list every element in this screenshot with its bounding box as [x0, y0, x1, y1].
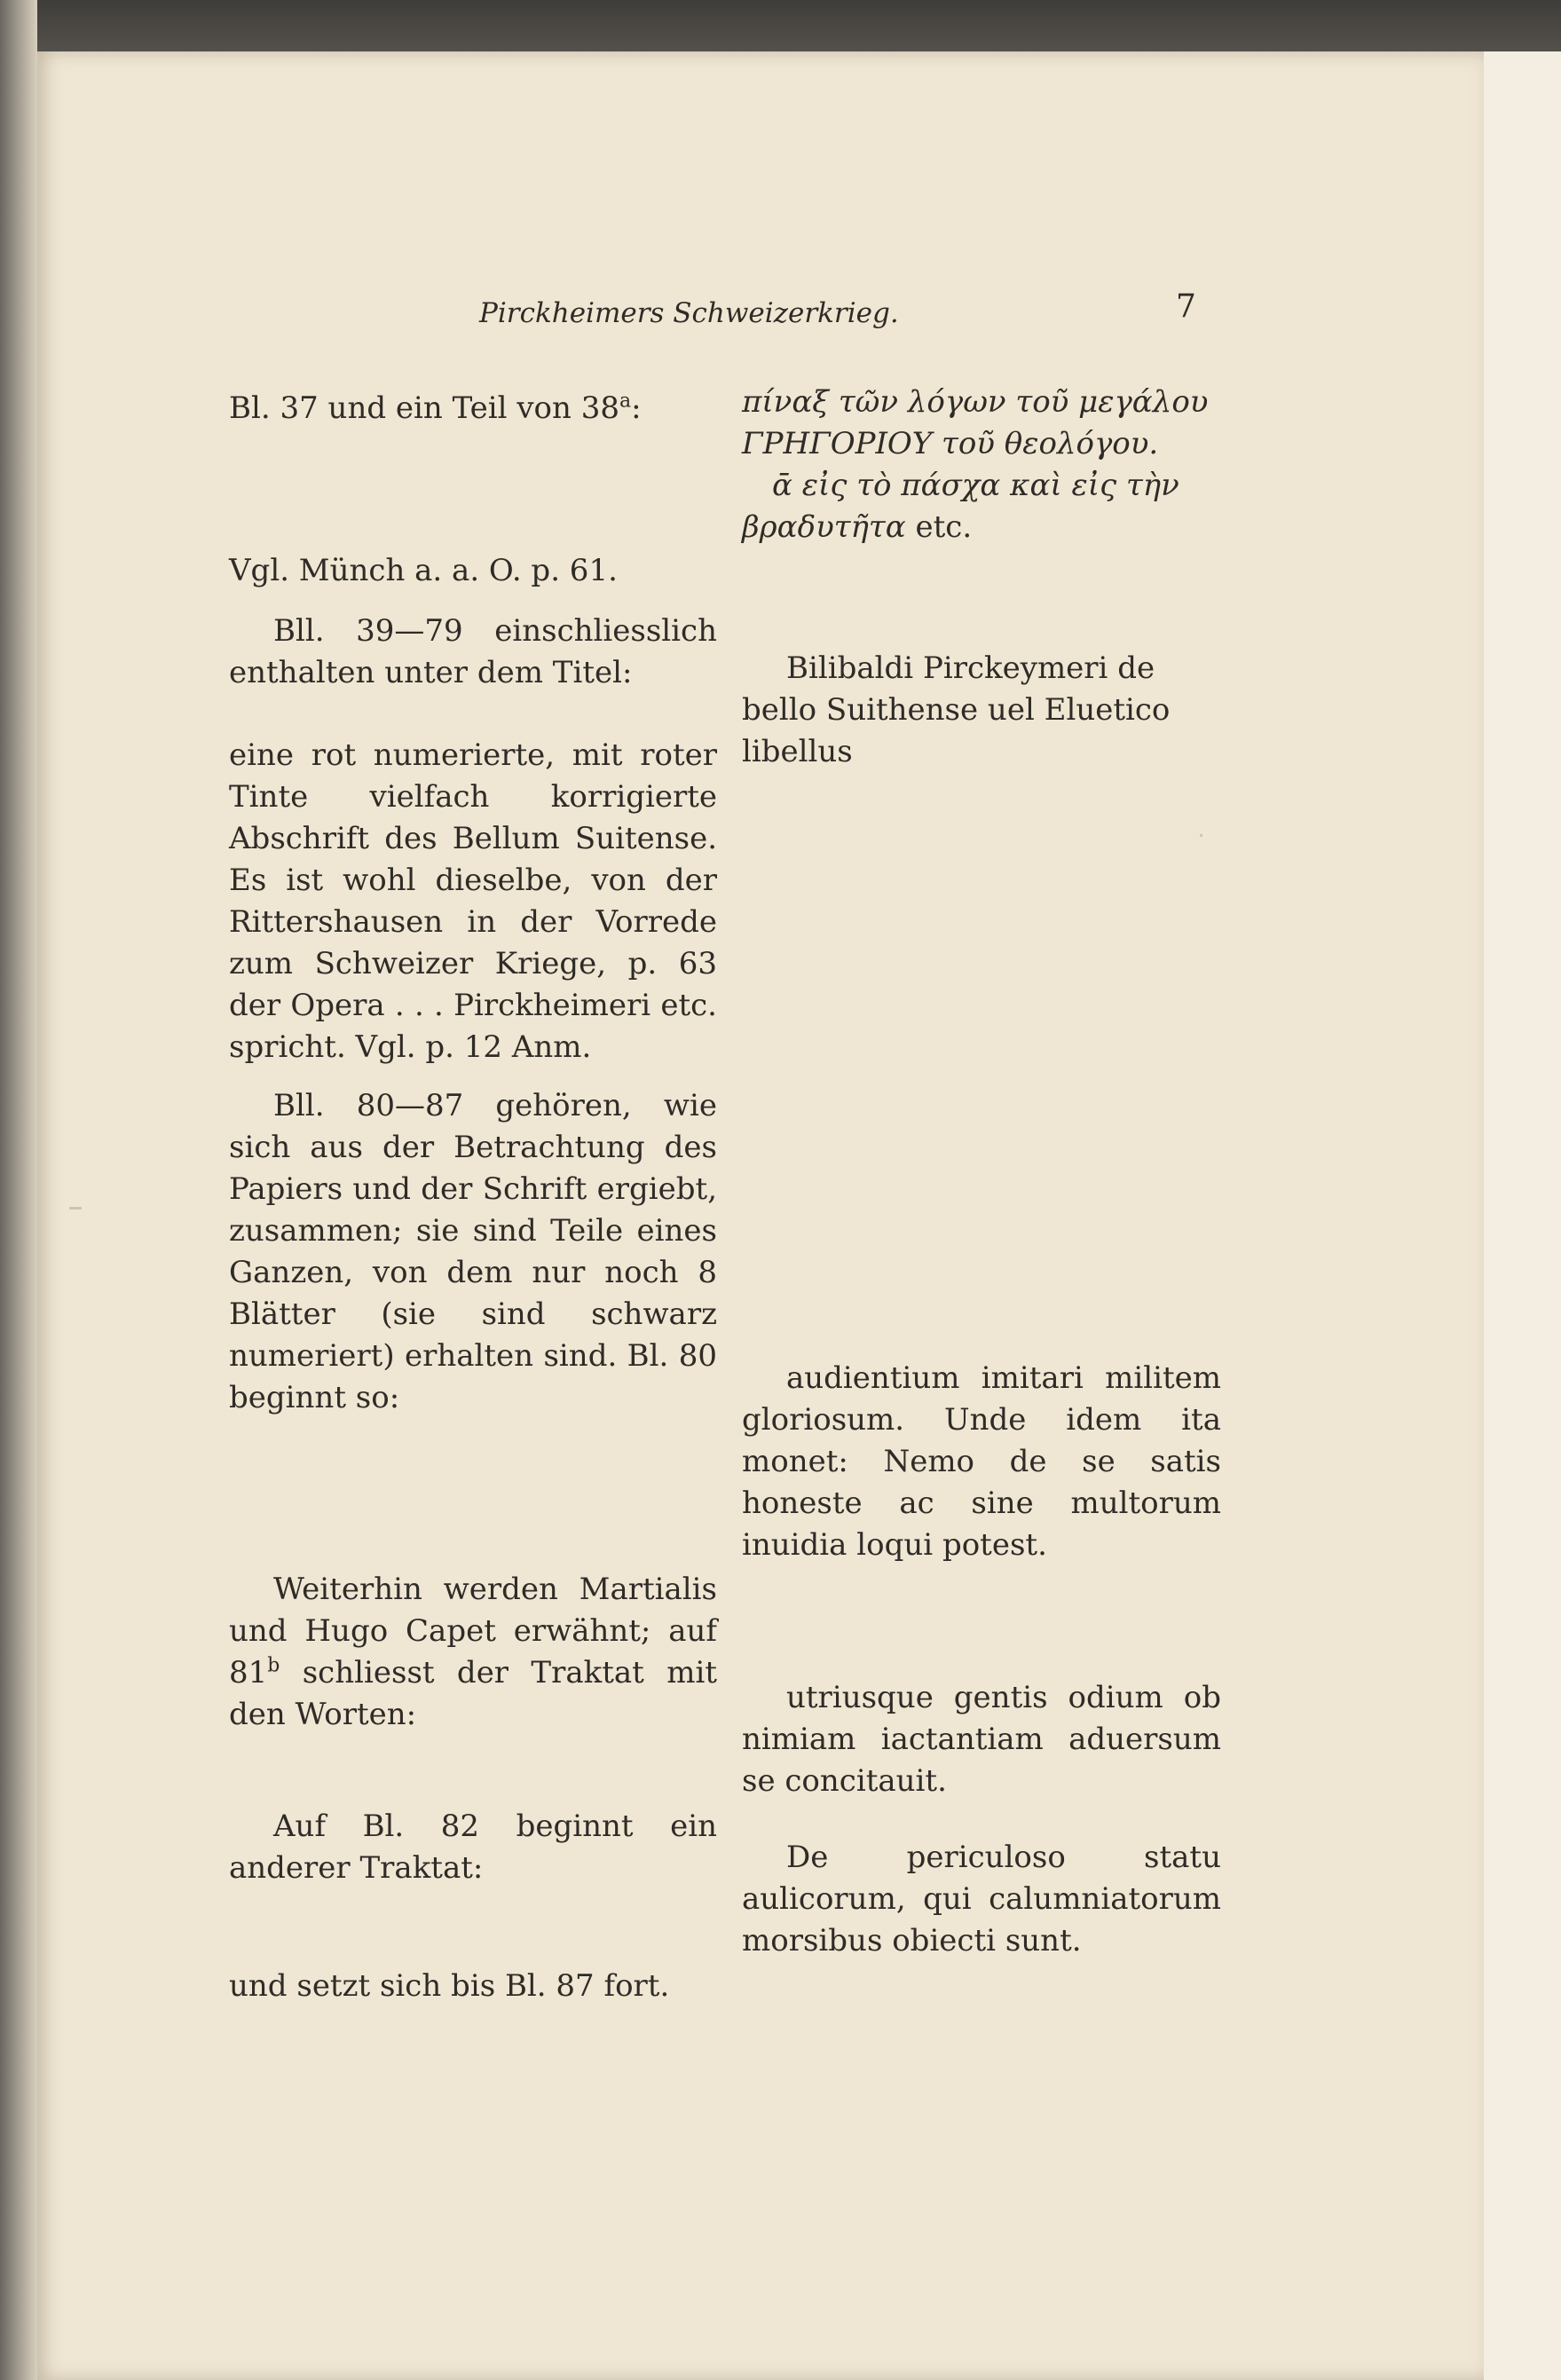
greek-line-1: πίναξ τῶν λόγων τοῦ μεγάλου [742, 384, 1209, 420]
margin-speck [69, 1207, 82, 1210]
greek-line-2: ΓΡΗΓΟΡΙΟΥ τοῦ θεολόγου. [742, 426, 1159, 461]
left-paragraph-4: eine rot numerierte, mit roter Tinte vielfach korrigierte Abschrift des Bellum Suitense. Es ist wohl dieselbe, von der Rittershausen in der Vorrede zum Schweizer Kriege, p. 63 der Opera . . . Pirckheimeri etc. spricht. Vgl. p. 12 Anm. [229, 737, 717, 1065]
latin-title: Bilibaldi Pirckeymeri de bello Suithense uel Eluetico libellus [742, 650, 1171, 769]
left-paragraph-6: Weiterhin werden Martialis und Hugo Capet erwähnt; auf 81$^b$ schliesst der Traktat mit den Worten: [229, 1572, 717, 1732]
latin-quote-3: De periculoso statu aulicorum, qui calumniatorum morsibus obiecti sunt. [742, 1840, 1221, 1958]
left-paragraph-1: Bl. 37 und ein Teil von 38$^a$: [229, 390, 642, 426]
left-paragraph-8: und setzt sich bis Bl. 87 fort. [229, 1968, 670, 2004]
left-paragraph-5: Bll. 80—87 gehören, wie sich aus der Betrachtung des Papiers und der Schrift ergiebt, zusammen; sie sind Teile eines Ganzen, von dem nur noch 8 Blätter (sie sind schwarz numeriert) erhalten sind. Bl. 80 beginnt so: [229, 1088, 717, 1415]
left-paragraph-3: Bll. 39—79 einschliesslich enthalten unter dem Titel: [229, 613, 717, 690]
latin-quote-2: utriusque gentis odium ob nimiam iactantiam aduersum se concitauit. [742, 1680, 1221, 1799]
running-title: Pirckheimers Schweizerkrieg. [479, 297, 899, 329]
scan-left-edge [0, 0, 37, 2380]
margin-speck [1200, 834, 1202, 837]
left-paragraph-7: Auf Bl. 82 beginnt ein anderer Traktat: [229, 1809, 717, 1886]
greek-line-3: ᾱ εἰς τὸ πάσχα καὶ εἰς τὴν [772, 468, 1179, 503]
scan-top-edge [0, 0, 1561, 55]
page-margin-right [1484, 51, 1561, 2380]
greek-line-4: βραδυτῆτα etc. [742, 509, 973, 545]
left-paragraph-2: Vgl. Münch a. a. O. p. 61. [229, 553, 618, 588]
latin-quote-1: audientium imitari militem gloriosum. Unde idem ita monet: Nemo de se satis honeste ac sine multorum inuidia loqui potest. [742, 1360, 1221, 1563]
page-number: 7 [1176, 288, 1196, 325]
